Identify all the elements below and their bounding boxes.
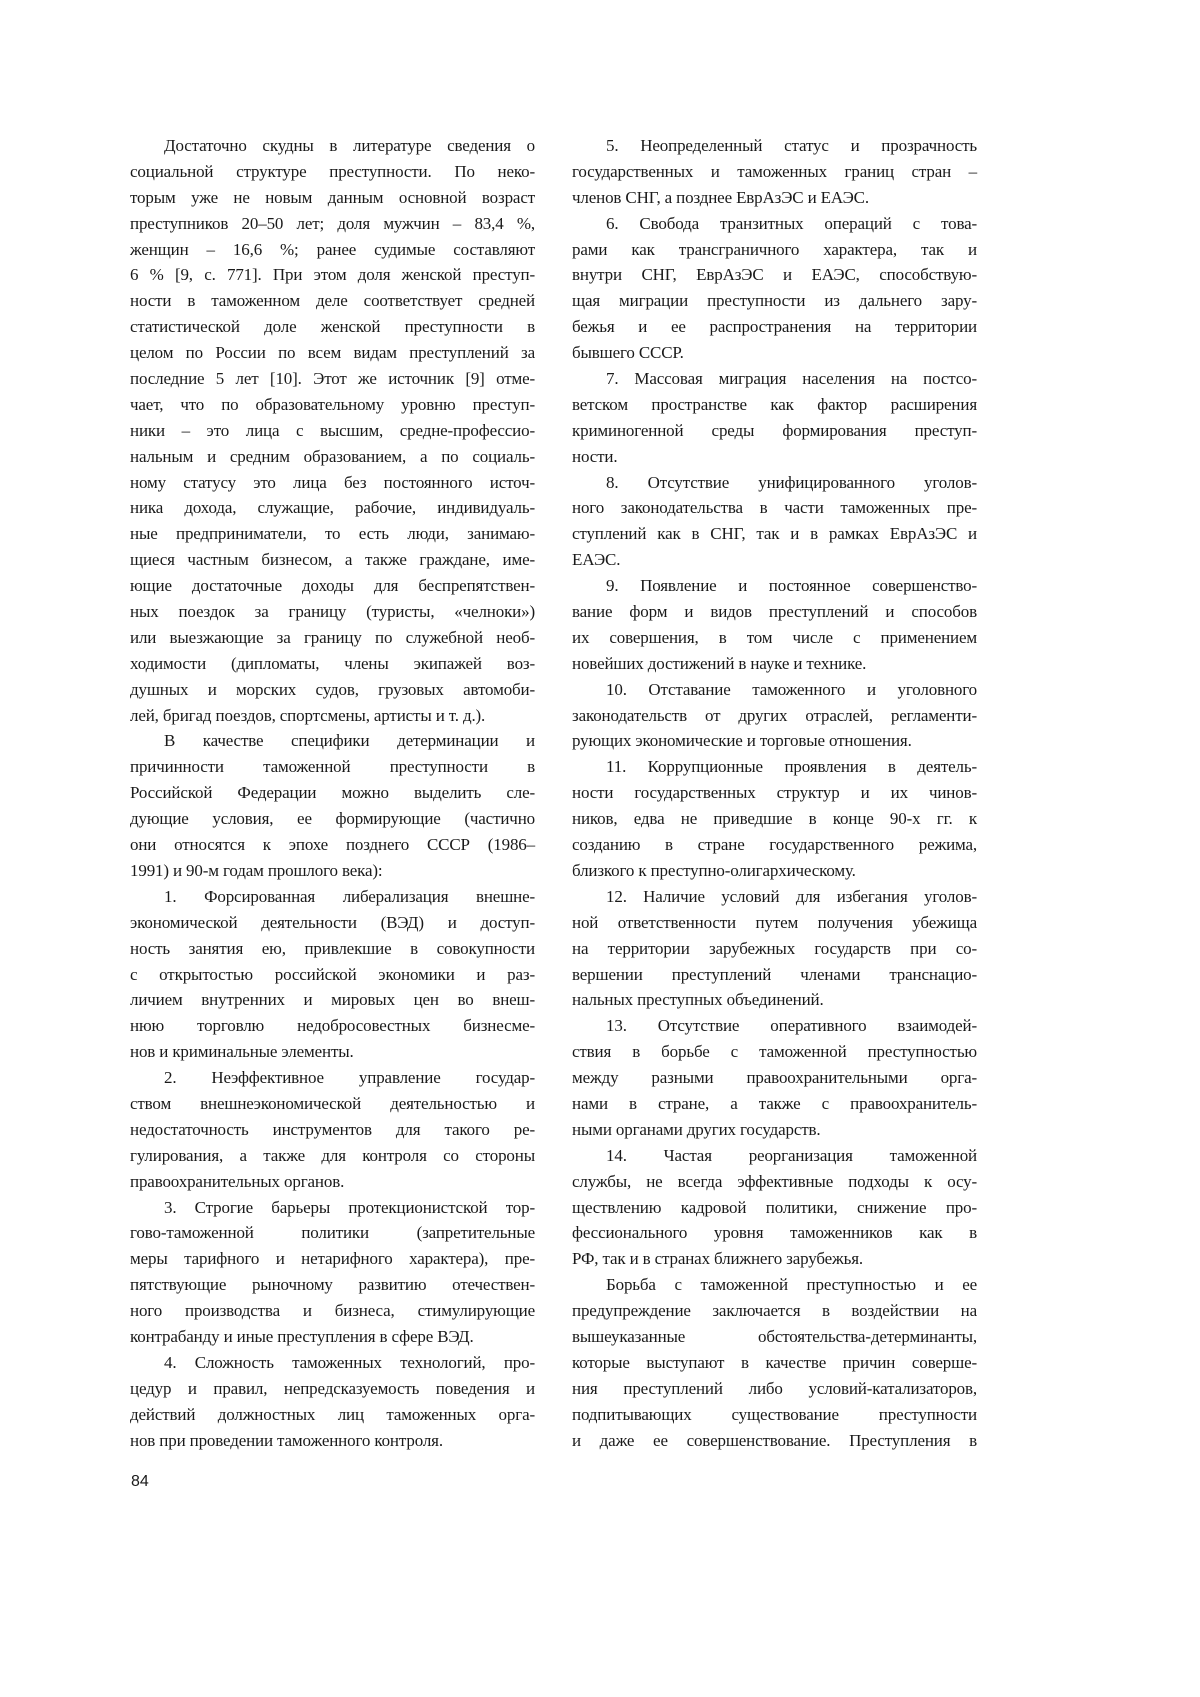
text-line: которые выступают в качестве причин соверше- bbox=[572, 1350, 977, 1376]
text-line: ством внешнеэкономической деятельностью и bbox=[130, 1091, 535, 1117]
text-line: их совершения, в том числе с применением bbox=[572, 625, 977, 651]
text-line: 13. Отсутствие оперативного взаимодей- bbox=[572, 1013, 977, 1039]
text-line: бежья и ее распространения на территории bbox=[572, 314, 977, 340]
paragraph bbox=[572, 211, 977, 366]
text-line: фессионального уровня таможенников как в bbox=[572, 1220, 977, 1246]
text-line: 14. Частая реорганизация таможенной bbox=[572, 1143, 977, 1169]
paragraph bbox=[130, 1195, 535, 1350]
text-line: они относятся к эпохе позднего СССР (1986– bbox=[130, 832, 535, 858]
text-line: ность занятия ею, привлекшие в совокупности bbox=[130, 936, 535, 962]
text-line: государственных и таможенных границ стран – bbox=[572, 159, 977, 185]
paragraph bbox=[130, 728, 535, 883]
paragraph bbox=[572, 677, 977, 755]
text-line: нюю торговлю недобросовестных бизнесме- bbox=[130, 1013, 535, 1039]
text-line: 5. Неопределенный статус и прозрачность bbox=[572, 133, 977, 159]
text-line: Достаточно скудны в литературе сведения о bbox=[130, 133, 535, 159]
text-line: 6. Свобода транзитных операций с това- bbox=[572, 211, 977, 237]
text-line: ные предприниматели, то есть люди, занимаю- bbox=[130, 521, 535, 547]
text-line: 3. Строгие барьеры протекционистской тор- bbox=[130, 1195, 535, 1221]
text-line: близкого к преступно-олигархическому. bbox=[572, 858, 977, 884]
paragraph bbox=[572, 470, 977, 574]
text-line: меры тарифного и нетарифного характера), пре- bbox=[130, 1246, 535, 1272]
text-line: гово-таможенной политики (запретительные bbox=[130, 1220, 535, 1246]
text-line: ности в таможенном деле соответствует средней bbox=[130, 288, 535, 314]
text-line: последние 5 лет [10]. Этот же источник [9] отме- bbox=[130, 366, 535, 392]
left-column bbox=[130, 133, 535, 1453]
text-line: ной ответственности путем получения убежища bbox=[572, 910, 977, 936]
text-line: недостаточность инструментов для такого ре- bbox=[130, 1117, 535, 1143]
text-line: ников, едва не приведшие в конце 90-х гг. к bbox=[572, 806, 977, 832]
text-line: личием внутренних и мировых цен во внеш- bbox=[130, 987, 535, 1013]
text-line: ными органами других государств. bbox=[572, 1117, 977, 1143]
text-line: 11. Коррупционные проявления в деятель- bbox=[572, 754, 977, 780]
text-line: нов и криминальные элементы. bbox=[130, 1039, 535, 1065]
text-line: ЕАЭС. bbox=[572, 547, 977, 573]
text-line: контрабанду и иные преступления в сфере ВЭД. bbox=[130, 1324, 535, 1350]
text-line: ющие достаточные доходы для беспрепятствен- bbox=[130, 573, 535, 599]
text-line: ники – это лица с высшим, средне-профессио- bbox=[130, 418, 535, 444]
text-line: ния преступлений либо условий-катализаторов, bbox=[572, 1376, 977, 1402]
text-line: торым уже не новым данным основной возраст bbox=[130, 185, 535, 211]
text-line: вышеуказанные обстоятельства-детерминанты, bbox=[572, 1324, 977, 1350]
text-line: внутри СНГ, ЕврАзЭС и ЕАЭС, способствую- bbox=[572, 262, 977, 288]
text-line: нами в стране, а также с правоохранитель- bbox=[572, 1091, 977, 1117]
text-line: 4. Сложность таможенных технологий, про- bbox=[130, 1350, 535, 1376]
text-line: вершении преступлений членами транснацио- bbox=[572, 962, 977, 988]
text-line: нов при проведении таможенного контроля. bbox=[130, 1428, 535, 1454]
paragraph bbox=[572, 1272, 977, 1453]
paragraph bbox=[572, 573, 977, 677]
paragraph bbox=[572, 754, 977, 883]
text-line: пятствующие рыночному развитию отечествен- bbox=[130, 1272, 535, 1298]
text-line: 7. Массовая миграция населения на постсо- bbox=[572, 366, 977, 392]
right-column bbox=[572, 133, 977, 1453]
text-line: и даже ее совершенствование. Преступления в bbox=[572, 1428, 977, 1454]
text-line: Российской Федерации можно выделить сле- bbox=[130, 780, 535, 806]
text-line: бывшего СССР. bbox=[572, 340, 977, 366]
text-line: криминогенной среды формирования преступ- bbox=[572, 418, 977, 444]
text-line: ступлений как в СНГ, так и в рамках ЕврАзЭС и bbox=[572, 521, 977, 547]
paragraph bbox=[130, 1350, 535, 1454]
text-line: душных и морских судов, грузовых автомоби- bbox=[130, 677, 535, 703]
text-line: целом по России по всем видам преступлений за bbox=[130, 340, 535, 366]
text-line: правоохранительных органов. bbox=[130, 1169, 535, 1195]
text-line: ному статусу это лица без постоянного источ- bbox=[130, 470, 535, 496]
text-line: 10. Отставание таможенного и уголовного bbox=[572, 677, 977, 703]
text-line: 1. Форсированная либерализация внешне- bbox=[130, 884, 535, 910]
text-line: нальных преступных объединений. bbox=[572, 987, 977, 1013]
text-line: ного производства и бизнеса, стимулирующие bbox=[130, 1298, 535, 1324]
paragraph bbox=[130, 133, 535, 728]
text-line: предупреждение заключается в воздействии на bbox=[572, 1298, 977, 1324]
text-line: преступников 20–50 лет; доля мужчин – 83,4 %, bbox=[130, 211, 535, 237]
text-line: нальным и средним образованием, а по социаль- bbox=[130, 444, 535, 470]
text-line: ветском пространстве как фактор расширения bbox=[572, 392, 977, 418]
text-line: ходимости (дипломаты, члены экипажей воз- bbox=[130, 651, 535, 677]
text-line: ности государственных структур и их чинов- bbox=[572, 780, 977, 806]
text-line: 9. Появление и постоянное совершенство- bbox=[572, 573, 977, 599]
paragraph bbox=[572, 1013, 977, 1142]
text-line: или выезжающие за границу по служебной необ- bbox=[130, 625, 535, 651]
text-line: гулирования, а также для контроля со стороны bbox=[130, 1143, 535, 1169]
paragraph bbox=[572, 133, 977, 211]
text-line: с открытостью российской экономики и раз- bbox=[130, 962, 535, 988]
text-line: 1991) и 90-м годам прошлого века): bbox=[130, 858, 535, 884]
text-line: щиеся частным бизнесом, а также граждане, име- bbox=[130, 547, 535, 573]
text-line: щая миграции преступности из дальнего зару- bbox=[572, 288, 977, 314]
text-line: ствия в борьбе с таможенной преступностью bbox=[572, 1039, 977, 1065]
text-line: рами как трансграничного характера, так и bbox=[572, 237, 977, 263]
text-line: Борьба с таможенной преступностью и ее bbox=[572, 1272, 977, 1298]
text-line: статистической доле женской преступности в bbox=[130, 314, 535, 340]
text-line: социальной структуре преступности. По неко- bbox=[130, 159, 535, 185]
text-line: службы, не всегда эффективные подходы к осу- bbox=[572, 1169, 977, 1195]
text-line: 2. Неэффективное управление государ- bbox=[130, 1065, 535, 1091]
text-line: женщин – 16,6 %; ранее судимые составляют bbox=[130, 237, 535, 263]
text-line: ника дохода, служащие, рабочие, индивидуаль- bbox=[130, 495, 535, 521]
paragraph bbox=[130, 1065, 535, 1194]
paragraph bbox=[130, 884, 535, 1065]
text-line: В качестве специфики детерминации и bbox=[130, 728, 535, 754]
text-line: вание форм и видов преступлений и способов bbox=[572, 599, 977, 625]
text-line: дующие условия, ее формирующие (частично bbox=[130, 806, 535, 832]
text-line: чает, что по образовательному уровню преступ- bbox=[130, 392, 535, 418]
text-line: причинности таможенной преступности в bbox=[130, 754, 535, 780]
text-line: 8. Отсутствие унифицированного уголов- bbox=[572, 470, 977, 496]
paragraph bbox=[572, 366, 977, 470]
text-line: ности. bbox=[572, 444, 977, 470]
text-line: лей, бригад поездов, спортсмены, артисты и т. д.). bbox=[130, 703, 535, 729]
text-line: рующих экономические и торговые отношения. bbox=[572, 728, 977, 754]
text-line: цедур и правил, непредсказуемость поведения и bbox=[130, 1376, 535, 1402]
text-line: экономической деятельности (ВЭД) и доступ- bbox=[130, 910, 535, 936]
text-line: между разными правоохранительными орга- bbox=[572, 1065, 977, 1091]
page-number: 84 bbox=[131, 1473, 149, 1491]
text-line: РФ, так и в странах ближнего зарубежья. bbox=[572, 1246, 977, 1272]
paragraph bbox=[572, 884, 977, 1013]
text-line: подпитывающих существование преступности bbox=[572, 1402, 977, 1428]
text-line: 12. Наличие условий для избегания уголов- bbox=[572, 884, 977, 910]
text-line: созданию в стране государственного режима, bbox=[572, 832, 977, 858]
text-line: на территории зарубежных государств при со- bbox=[572, 936, 977, 962]
text-line: ных поездок за границу (туристы, «челноки») bbox=[130, 599, 535, 625]
paragraph bbox=[572, 1143, 977, 1272]
text-line: законодательств от других отраслей, регламенти- bbox=[572, 703, 977, 729]
text-line: действий должностных лиц таможенных орга- bbox=[130, 1402, 535, 1428]
text-line: ществлению кадровой политики, снижение про- bbox=[572, 1195, 977, 1221]
text-line: членов СНГ, а позднее ЕврАзЭС и ЕАЭС. bbox=[572, 185, 977, 211]
text-line: новейших достижений в науке и технике. bbox=[572, 651, 977, 677]
text-line: 6 % [9, с. 771]. При этом доля женской преступ- bbox=[130, 262, 535, 288]
text-line: ного законодательства в части таможенных пре- bbox=[572, 495, 977, 521]
